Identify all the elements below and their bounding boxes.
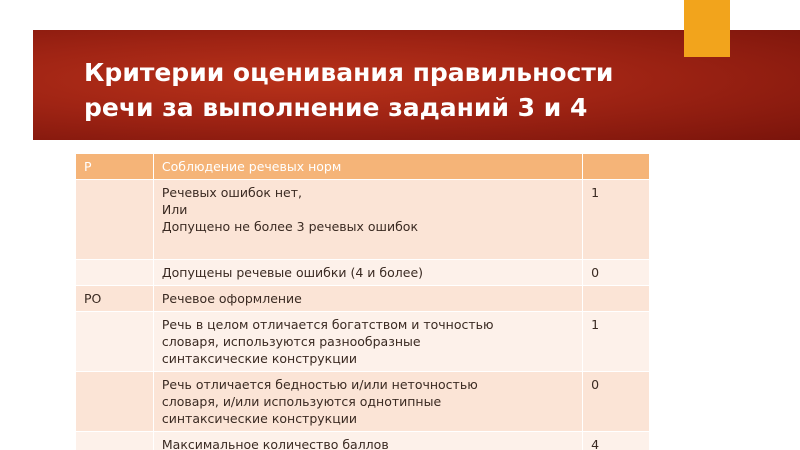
criterion-text <box>153 260 582 286</box>
criterion-points <box>583 286 650 312</box>
criterion-text-line: Речевое оформление <box>161 291 302 306</box>
criterion-code <box>76 260 154 286</box>
table-row <box>76 312 650 372</box>
table-row <box>76 432 650 450</box>
title-line-1: Критерии оценивания правильности <box>84 58 614 87</box>
criterion-text <box>153 180 582 260</box>
criterion-text <box>153 286 582 312</box>
criterion-text-line: словаря, и/или используются однотипные <box>161 394 442 409</box>
slide-title <box>84 55 704 125</box>
title-line-2: речи за выполнение заданий 3 и 4 <box>84 93 588 122</box>
criterion-code <box>76 432 154 450</box>
criterion-points: 4 <box>583 432 650 450</box>
criterion-code <box>76 180 154 260</box>
criterion-points: 1 <box>583 180 650 260</box>
criterion-text <box>153 372 582 432</box>
criterion-text-line: Речь отличается бедностью и/или неточностью <box>161 377 478 392</box>
criterion-text-line: Допущено не более 3 речевых ошибок <box>161 219 419 234</box>
criterion-text-line: синтаксические конструкции <box>161 351 357 366</box>
criterion-text-line: словаря, используются разнообразные <box>161 334 421 349</box>
criterion-text <box>153 312 582 372</box>
criterion-code: Р <box>76 154 154 180</box>
table-row <box>76 372 650 432</box>
criterion-points: 0 <box>583 372 650 432</box>
criterion-text-line: Речь в целом отличается богатством и точностью <box>161 317 494 332</box>
criterion-points: 1 <box>583 312 650 372</box>
criterion-text-line: Соблюдение речевых норм <box>161 159 342 174</box>
criterion-text-line: Максимальное количество баллов <box>161 437 389 450</box>
criterion-text <box>153 154 582 180</box>
criterion-code: РО <box>76 286 154 312</box>
criteria-table <box>75 153 650 450</box>
accent-block <box>684 0 730 57</box>
table-row <box>76 154 650 180</box>
table-row <box>76 180 650 260</box>
criterion-code <box>76 372 154 432</box>
criterion-text-line: синтаксические конструкции <box>161 411 357 426</box>
table-row <box>76 260 650 286</box>
criterion-points: 0 <box>583 260 650 286</box>
criterion-text-line: Речевых ошибок нет, <box>161 185 302 200</box>
criterion-text-line: Допущены речевые ошибки (4 и более) <box>161 265 424 280</box>
criterion-code <box>76 312 154 372</box>
table-row <box>76 286 650 312</box>
criterion-points <box>583 154 650 180</box>
criterion-text-line: Или <box>161 202 188 217</box>
criterion-text <box>153 432 582 450</box>
